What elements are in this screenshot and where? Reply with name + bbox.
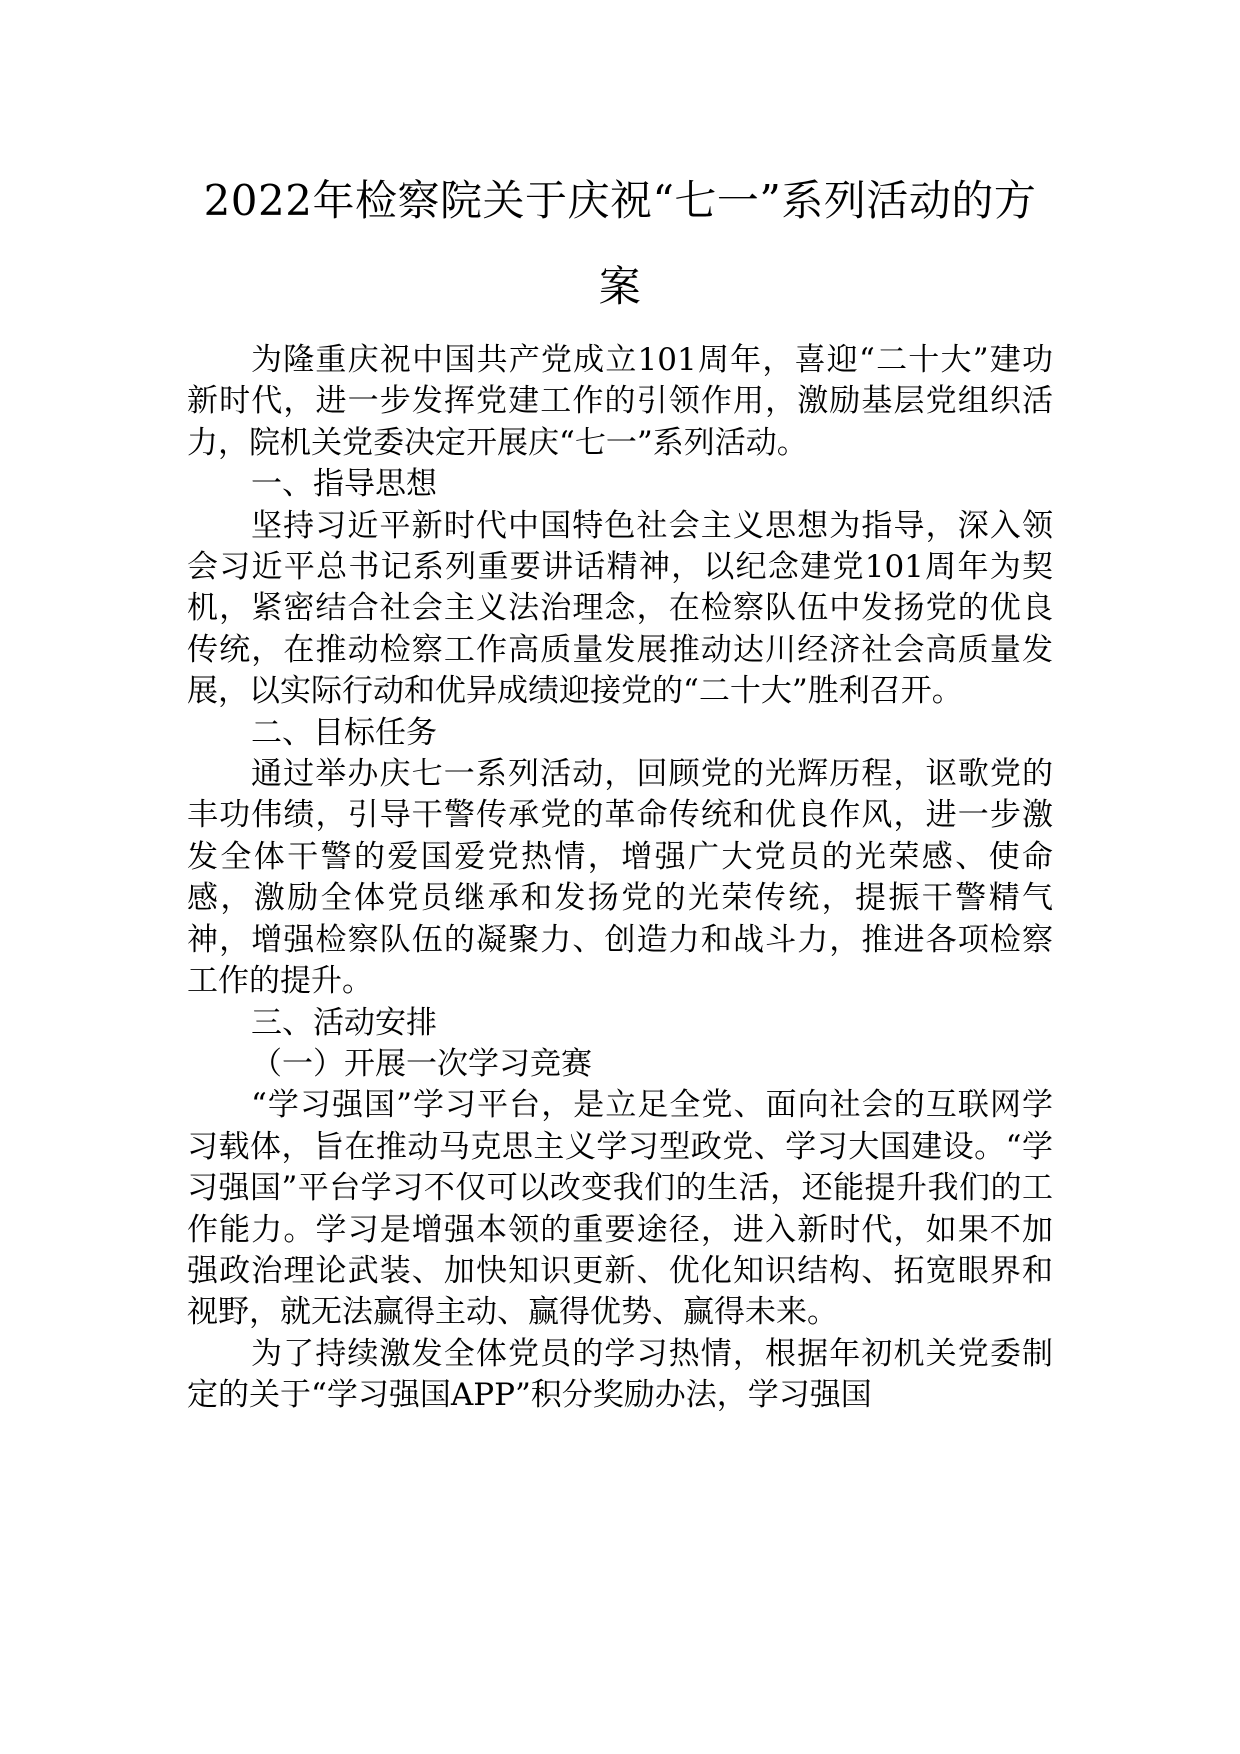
guiding-ideology-paragraph: 坚持习近平新时代中国特色社会主义思想为指导，深入领会习近平总书记系列重要讲话精神，以纪念建党101周年为契机，紧密结合社会主义法治理念，在检察队伍中发扬党的优良传统，在推动检察工作高质量发展推动达川经济社会高质量发展，以实际行动和优异成绩迎接党的“二十大”胜利召开。 (187, 507, 1053, 710)
goals-paragraph: 通过举办庆七一系列活动，回顾党的光辉历程，讴歌党的丰功伟绩，引导干警传承党的革命传统和优良作风，进一步激发全体干警的爱国爱党热情，增强广大党员的光荣感、使命感，激励全体党员继承和发扬党的光荣传统，提振干警精气神，增强检察队伍的凝聚力、创造力和战斗力，推进各项检察工作的提升。 (187, 756, 1053, 1000)
study-incentive-paragraph: 为了持续激发全体党员的学习热情，根据年初机关党委制定的关于“学习强国APP”积分奖励办法，学习强国 (187, 1335, 1053, 1414)
document-title: 2022年检察院关于庆祝“七一”系列活动的方案 (203, 176, 1037, 311)
section-heading-guiding-ideology: 一、指导思想 (251, 466, 437, 503)
document-page (187, 158, 1053, 1417)
subsection-heading-study-contest: （一）开展一次学习竞赛 (251, 1045, 592, 1082)
section-heading-goals: 二、目标任务 (251, 714, 437, 751)
section-heading-arrangements: 三、活动安排 (251, 1004, 437, 1041)
study-platform-paragraph: “学习强国”学习平台，是立足全党、面向社会的互联网学习载体，旨在推动马克思主义学习型政党、学习大国建设。“学习强国”平台学习不仅可以改变我们的生活，还能提升我们的工作能力。学习是增强本领的重要途径，进入新时代，如果不加强政治理论武装、加快知识更新、优化知识结构、拓宽眼界和视野，就无法赢得主动、赢得优势、赢得未来。 (187, 1087, 1053, 1331)
document-body (187, 340, 1053, 1417)
intro-paragraph: 为隆重庆祝中国共产党成立101周年，喜迎“二十大”建功新时代，进一步发挥党建工作的引领作用，激励基层党组织活力，院机关党委决定开展庆“七一”系列活动。 (187, 342, 1053, 461)
